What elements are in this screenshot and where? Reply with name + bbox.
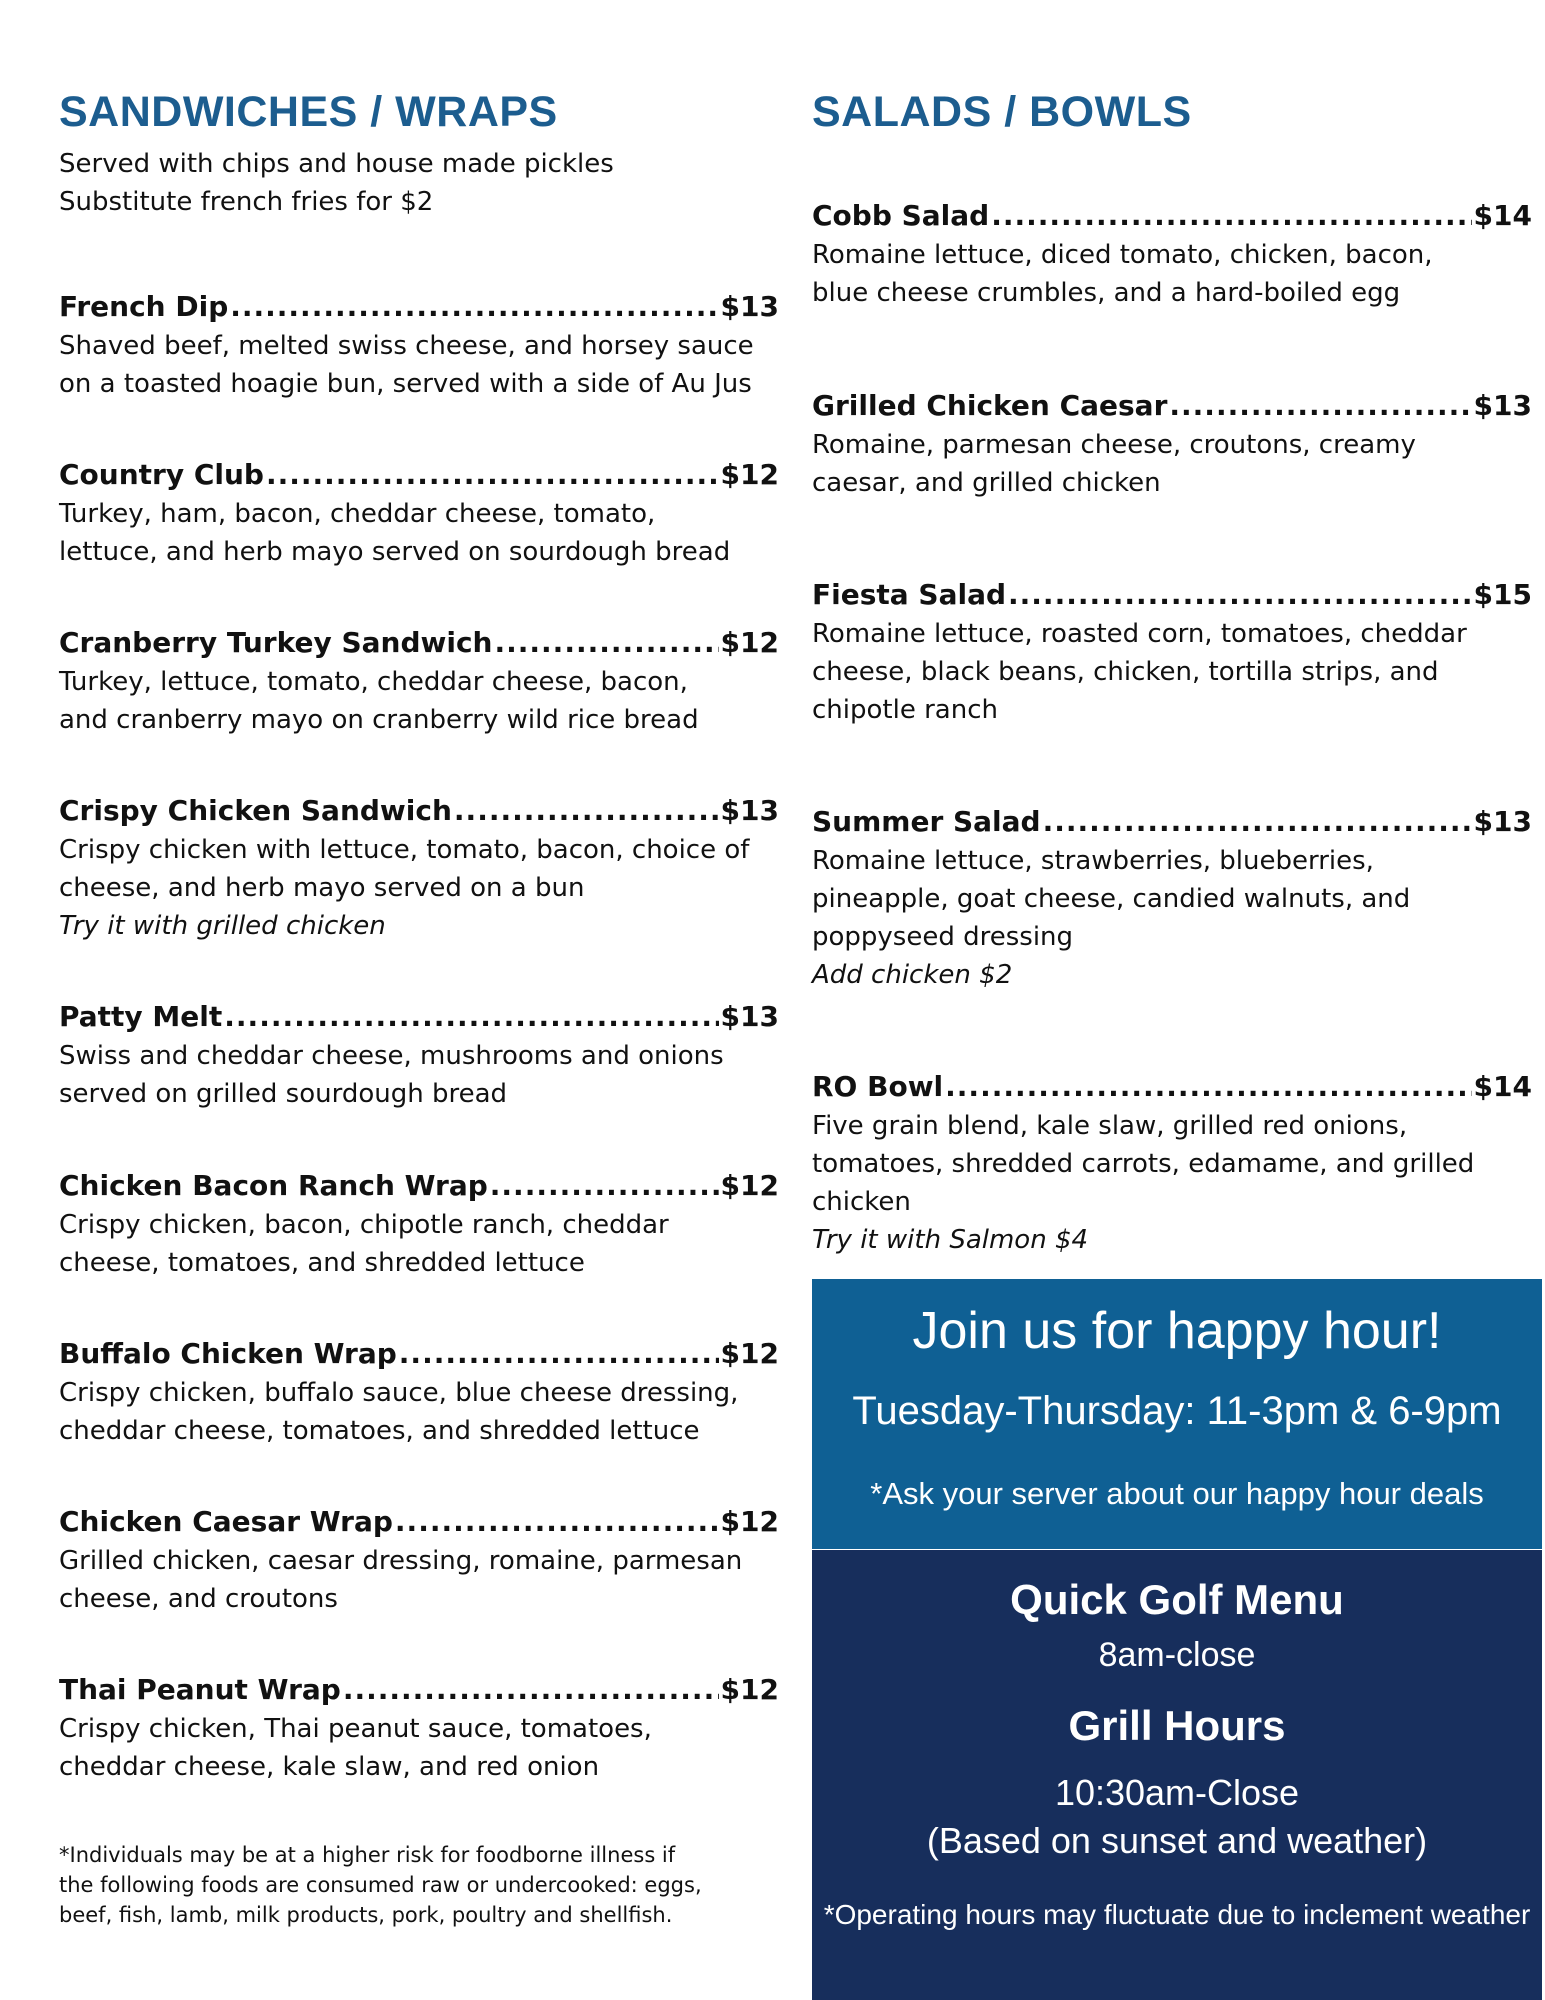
item-description: pineapple, goat cheese, candied walnuts, and	[812, 884, 1411, 914]
item-description: Crispy chicken, buffalo sauce, blue cheese dressing,	[59, 1378, 739, 1408]
menu-item-chicken-bacon-ranch-wrap	[59, 1166, 779, 1282]
item-name: Thai Peanut Wrap	[59, 1673, 341, 1706]
item-name: Crispy Chicken Sandwich	[59, 794, 452, 827]
dot-leader	[1008, 575, 1472, 615]
item-description: Romaine lettuce, diced tomato, chicken, bacon,	[812, 240, 1433, 270]
menu-item-crispy-chicken	[59, 791, 779, 945]
grill-hours-time: 10:30am-Close	[1054, 1772, 1300, 1813]
item-name: Fiesta Salad	[812, 578, 1007, 611]
item-description: Turkey, ham, bacon, cheddar cheese, tomato,	[59, 499, 656, 529]
menu-item-summer-salad	[812, 802, 1532, 994]
dot-leader	[490, 1166, 719, 1206]
item-name: Country Club	[59, 458, 264, 491]
item-name: RO Bowl	[812, 1070, 944, 1103]
item-note: Try it with grilled chicken	[59, 911, 386, 941]
salads-title: SALADS / BOWLS	[812, 88, 1192, 136]
item-note: Try it with Salmon $4	[812, 1225, 1089, 1255]
item-name: Cranberry Turkey Sandwich	[59, 626, 493, 659]
dot-leader	[399, 1334, 719, 1374]
grill-hours-note: (Based on sunset and weather)	[926, 1820, 1428, 1861]
item-description: Romaine lettuce, strawberries, blueberries,	[812, 846, 1374, 876]
item-description: caesar, and grilled chicken	[812, 468, 1161, 498]
item-name: Grilled Chicken Caesar	[812, 389, 1168, 422]
item-price: $12	[720, 1673, 779, 1706]
item-description: Shaved beef, melted swiss cheese, and horsey sauce	[59, 331, 754, 361]
dot-leader	[454, 791, 719, 831]
disclaimer-line: *Individuals may be at a higher risk for foodborne illness if	[59, 1843, 676, 1867]
item-name: Chicken Caesar Wrap	[59, 1505, 393, 1538]
dot-leader	[495, 623, 719, 663]
item-description: poppyseed dressing	[812, 922, 1074, 952]
item-name: Patty Melt	[59, 1000, 223, 1033]
dot-leader	[343, 1670, 719, 1710]
intro-line: Served with chips and house made pickles	[59, 149, 614, 179]
menu-item-patty-melt	[59, 997, 779, 1113]
happy-hour-title: Join us for happy hour!	[912, 1302, 1442, 1360]
dot-leader	[230, 287, 718, 327]
dot-leader	[395, 1502, 719, 1542]
item-price: $15	[1473, 578, 1532, 611]
menu-item-french-dip	[59, 287, 779, 403]
intro-line: Substitute french fries for $2	[59, 187, 434, 217]
item-description: Turkey, lettuce, tomato, cheddar cheese, bacon,	[59, 667, 688, 697]
item-price: $13	[720, 1000, 779, 1033]
item-name: French Dip	[59, 290, 229, 323]
item-description: Romaine lettuce, roasted corn, tomatoes, cheddar	[812, 619, 1467, 649]
item-price: $14	[1473, 1070, 1532, 1103]
item-description: Swiss and cheddar cheese, mushrooms and onions	[59, 1041, 724, 1071]
item-description: Crispy chicken with lettuce, tomato, bacon, choice of	[59, 835, 750, 865]
item-price: $13	[720, 794, 779, 827]
item-price: $12	[720, 1505, 779, 1538]
item-description: and cranberry mayo on cranberry wild rice bread	[59, 705, 699, 735]
happy-hour-deals: *Ask your server about our happy hour deals	[870, 1476, 1484, 1511]
foodborne-disclaimer	[59, 1840, 702, 1930]
item-price: $13	[1473, 389, 1532, 422]
menu-item-fiesta-salad	[812, 575, 1532, 729]
item-description: chipotle ranch	[812, 695, 998, 725]
item-description: Romaine, parmesan cheese, croutons, creamy	[812, 430, 1416, 460]
dot-leader	[1169, 386, 1471, 426]
item-description: lettuce, and herb mayo served on sourdough bread	[59, 537, 731, 567]
item-name: Summer Salad	[812, 805, 1041, 838]
menu-item-cobb-salad	[812, 196, 1532, 312]
dot-leader	[945, 1067, 1471, 1107]
dot-leader	[266, 455, 719, 495]
menu-item-thai-peanut-wrap	[59, 1670, 779, 1786]
disclaimer-line: the following foods are consumed raw or undercooked: eggs,	[59, 1873, 702, 1897]
item-description: cheddar cheese, tomatoes, and shredded lettuce	[59, 1416, 700, 1446]
grill-hours-title: Grill Hours	[1068, 1702, 1286, 1749]
sandwiches-intro	[59, 145, 614, 221]
sandwiches-title: SANDWICHES / WRAPS	[59, 88, 558, 136]
item-name: Chicken Bacon Ranch Wrap	[59, 1169, 488, 1202]
item-note: Add chicken $2	[812, 960, 1013, 990]
item-description: on a toasted hoagie bun, served with a side of Au Jus	[59, 369, 752, 399]
menu-item-chicken-caesar-wrap	[59, 1502, 779, 1618]
item-description: Crispy chicken, Thai peanut sauce, tomatoes,	[59, 1714, 652, 1744]
item-price: $14	[1473, 199, 1532, 232]
disclaimer-line: beef, fish, lamb, milk products, pork, poultry and shellfish.	[59, 1903, 673, 1927]
item-description: Grilled chicken, caesar dressing, romaine, parmesan	[59, 1546, 743, 1576]
menu-item-grilled-chicken-caesar	[812, 386, 1532, 502]
item-description: cheddar cheese, kale slaw, and red onion	[59, 1752, 600, 1782]
menu-item-country-club	[59, 455, 779, 571]
item-price: $12	[720, 626, 779, 659]
dot-leader	[991, 196, 1471, 236]
menu-item-cranberry-turkey	[59, 623, 779, 739]
operating-hours-note: *Operating hours may fluctuate due to inclement weather	[823, 1899, 1531, 1930]
menu-item-buffalo-chicken-wrap	[59, 1334, 779, 1450]
happy-hour-banner	[812, 1279, 1542, 1549]
golf-menu-hours: 8am-close	[1098, 1636, 1256, 1674]
dot-leader	[1043, 802, 1472, 842]
dot-leader	[224, 997, 718, 1037]
golf-menu-title: Quick Golf Menu	[1010, 1576, 1344, 1623]
item-price: $12	[720, 1337, 779, 1370]
item-price: $12	[720, 458, 779, 491]
menu-item-ro-bowl	[812, 1067, 1532, 1259]
item-price: $13	[720, 290, 779, 323]
item-description: cheese, tomatoes, and shredded lettuce	[59, 1248, 585, 1278]
item-description: cheese, black beans, chicken, tortilla strips, and	[812, 657, 1439, 687]
item-description: Crispy chicken, bacon, chipotle ranch, cheddar	[59, 1210, 669, 1240]
item-name: Buffalo Chicken Wrap	[59, 1337, 397, 1370]
item-description: cheese, and herb mayo served on a bun	[59, 873, 585, 903]
golf-grill-hours-panel	[812, 1550, 1542, 2000]
item-name: Cobb Salad	[812, 199, 990, 232]
item-description: tomatoes, shredded carrots, edamame, and grilled	[812, 1149, 1475, 1179]
item-description: served on grilled sourdough bread	[59, 1079, 508, 1109]
item-description: Five grain blend, kale slaw, grilled red onions,	[812, 1111, 1408, 1141]
item-description: cheese, and croutons	[59, 1584, 338, 1614]
item-price: $12	[720, 1169, 779, 1202]
item-description: chicken	[812, 1187, 911, 1217]
item-price: $13	[1473, 805, 1532, 838]
item-description: blue cheese crumbles, and a hard-boiled egg	[812, 278, 1401, 308]
happy-hour-days: Tuesday-Thursday: 11-3pm & 6-9pm	[852, 1389, 1502, 1433]
